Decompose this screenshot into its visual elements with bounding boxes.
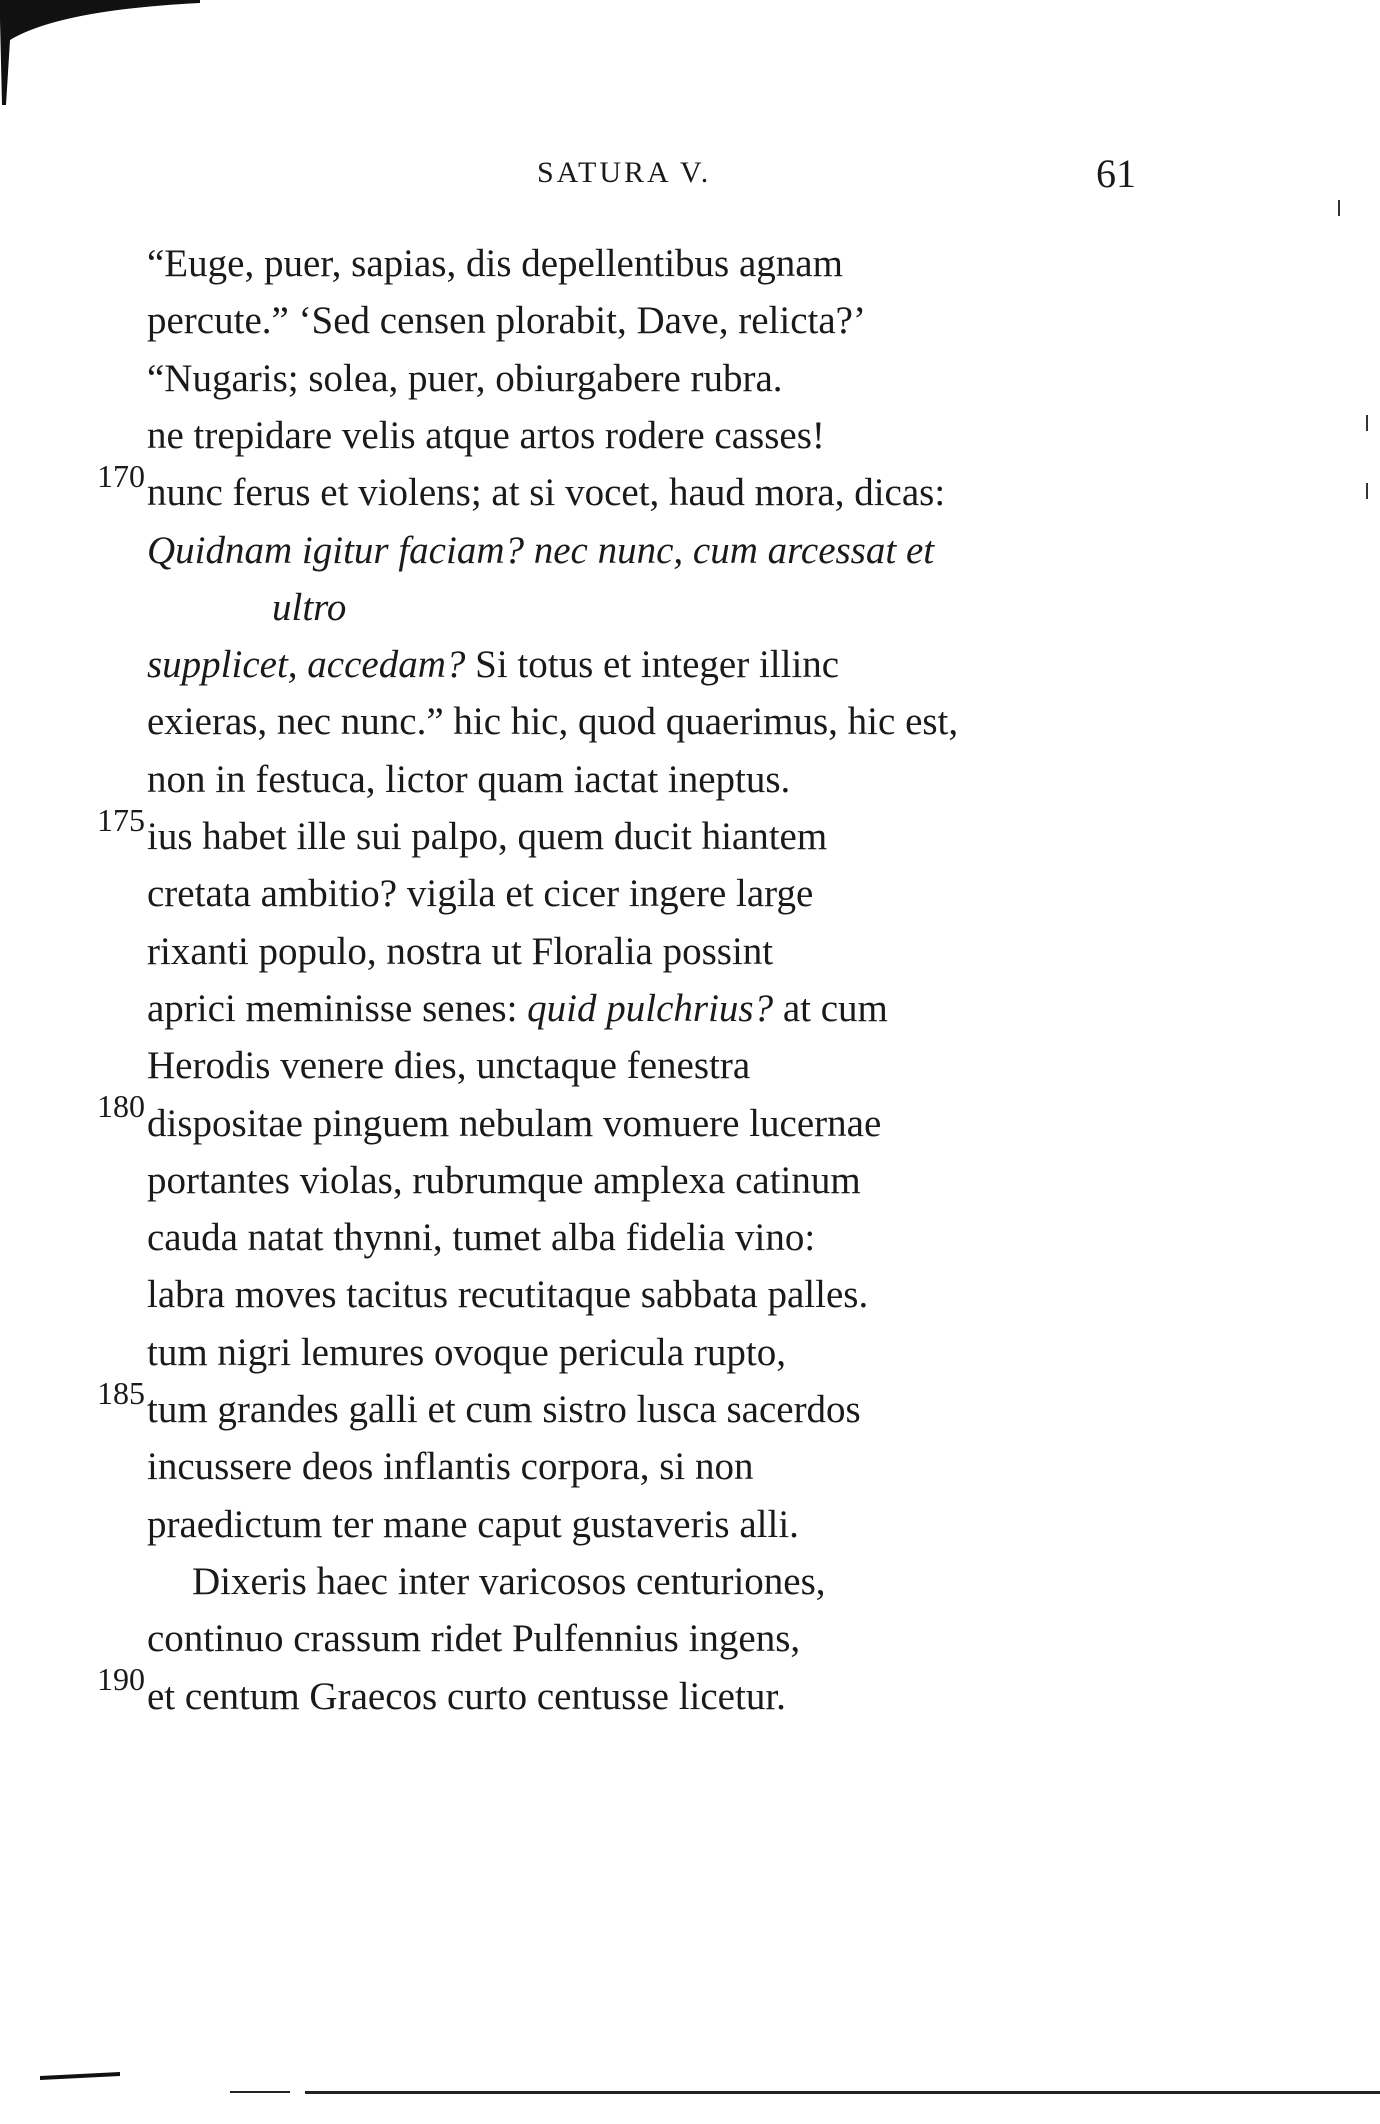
verse-line-text — [147, 1269, 868, 1321]
verse-line — [147, 868, 1287, 920]
verse-line — [147, 525, 1287, 577]
verse-line-text — [147, 754, 790, 806]
verse-line — [147, 467, 1287, 519]
roman-phrase: Si totus et integer illinc — [465, 643, 840, 686]
verse-line-text — [147, 1499, 799, 1551]
verse-line — [147, 926, 1287, 978]
verse-line-text — [147, 1040, 750, 1092]
italic-phrase: Quidnam igitur faciam? nec nunc, cum arcessat et — [147, 529, 935, 572]
verse-line-text — [147, 1384, 861, 1436]
roman-phrase: non in festuca, lictor quam iactat ineptus. — [147, 758, 791, 801]
roman-phrase: nunc ferus et violens; at si vocet, haud mora, dicas: — [147, 471, 946, 514]
verse-line — [147, 983, 1287, 1035]
verse-line — [147, 582, 1380, 634]
verse-line — [147, 1556, 1332, 1608]
roman-phrase: exieras, nec nunc.” hic hic, quod quaerimus, hic est, — [147, 700, 959, 743]
verse-line-text — [147, 467, 945, 519]
verse-line-text — [147, 1671, 786, 1723]
roman-phrase: dispositae pinguem nebulam vomuere lucernae — [147, 1102, 882, 1145]
page-number: 61 — [1096, 151, 1136, 196]
roman-phrase: percute.” ‘Sed censen plorabit, Dave, relicta?’ — [147, 299, 866, 342]
verse-line — [147, 1671, 1287, 1723]
verse-line — [147, 295, 1287, 347]
line-number: 170 — [97, 458, 145, 494]
verse-line — [147, 1212, 1287, 1264]
roman-phrase: “Euge, puer, sapias, dis depellentibus agnam — [147, 242, 843, 285]
roman-phrase: rixanti populo, nostra ut Floralia possint — [147, 930, 774, 973]
verse-line-text — [147, 238, 843, 290]
verse-line-text — [192, 1556, 826, 1608]
verse-line-text — [147, 926, 773, 978]
verse-line — [147, 1499, 1287, 1551]
verse-line-text — [147, 1155, 861, 1207]
line-number: 185 — [97, 1375, 145, 1411]
roman-phrase: at cum — [773, 987, 888, 1030]
roman-phrase: tum grandes galli et cum sistro lusca sacerdos — [147, 1388, 861, 1431]
verse-line — [147, 1384, 1287, 1436]
verse-line-text — [147, 983, 888, 1035]
verse-line-text — [147, 811, 827, 863]
roman-phrase: incussere deos inflantis corpora, si non — [147, 1445, 754, 1488]
verse-line-text — [147, 525, 934, 577]
verse-line-text — [147, 1613, 800, 1665]
line-number: 175 — [97, 802, 145, 838]
italic-phrase: quid pulchrius? — [527, 987, 774, 1030]
line-number: 180 — [97, 1088, 145, 1124]
verse-line — [147, 238, 1287, 290]
verse-line-text — [272, 582, 346, 634]
verse-line — [147, 811, 1287, 863]
verse-line-text — [147, 353, 783, 405]
roman-phrase: aprici meminisse senes: — [147, 987, 528, 1030]
roman-phrase: tum nigri lemures ovoque pericula rupto, — [147, 1331, 787, 1374]
verse-line-text — [147, 639, 839, 691]
roman-phrase: et centum Graecos curto centusse licetur. — [147, 1675, 786, 1718]
verse-line — [147, 1155, 1287, 1207]
running-title: SATURA V. — [537, 156, 712, 189]
verse-line — [147, 353, 1287, 405]
roman-phrase: Dixeris haec inter varicosos centuriones, — [192, 1560, 826, 1603]
verse-line — [147, 1441, 1287, 1493]
verse-line-text — [147, 1212, 815, 1264]
roman-phrase: cauda natat thynni, tumet alba fidelia vino: — [147, 1216, 816, 1259]
scan-bottom-mark — [0, 2060, 1380, 2124]
line-number: 190 — [97, 1661, 145, 1697]
roman-phrase: ne trepidare velis atque artos rodere casses! — [147, 414, 825, 457]
roman-phrase: cretata ambitio? vigila et cicer ingere large — [147, 872, 814, 915]
roman-phrase: praedictum ter mane caput gustaveris alli. — [147, 1503, 799, 1546]
roman-phrase: portantes violas, rubrumque amplexa catinum — [147, 1159, 861, 1202]
roman-phrase: ius habet ille sui palpo, quem ducit hiantem — [147, 815, 828, 858]
verse-line-text — [147, 868, 813, 920]
verse-line — [147, 1269, 1287, 1321]
verse-line-text — [147, 295, 866, 347]
roman-phrase: Herodis venere dies, unctaque fenestra — [147, 1044, 751, 1087]
verse-line-text — [147, 1098, 881, 1150]
verse-line — [147, 639, 1287, 691]
italic-phrase: supplicet, accedam? — [147, 643, 466, 686]
italic-phrase: ultro — [272, 586, 347, 629]
verse-line — [147, 696, 1287, 748]
roman-phrase: continuo crassum ridet Pulfennius ingens, — [147, 1617, 801, 1660]
roman-phrase: labra moves tacitus recutitaque sabbata palles. — [147, 1273, 869, 1316]
verse-line-text — [147, 410, 825, 462]
verse-line-text — [147, 1441, 754, 1493]
verse-line-text — [147, 696, 958, 748]
roman-phrase: “Nugaris; solea, puer, obiurgabere rubra. — [147, 357, 783, 400]
verse-line-text — [147, 1327, 786, 1379]
verse-line — [147, 1098, 1287, 1150]
